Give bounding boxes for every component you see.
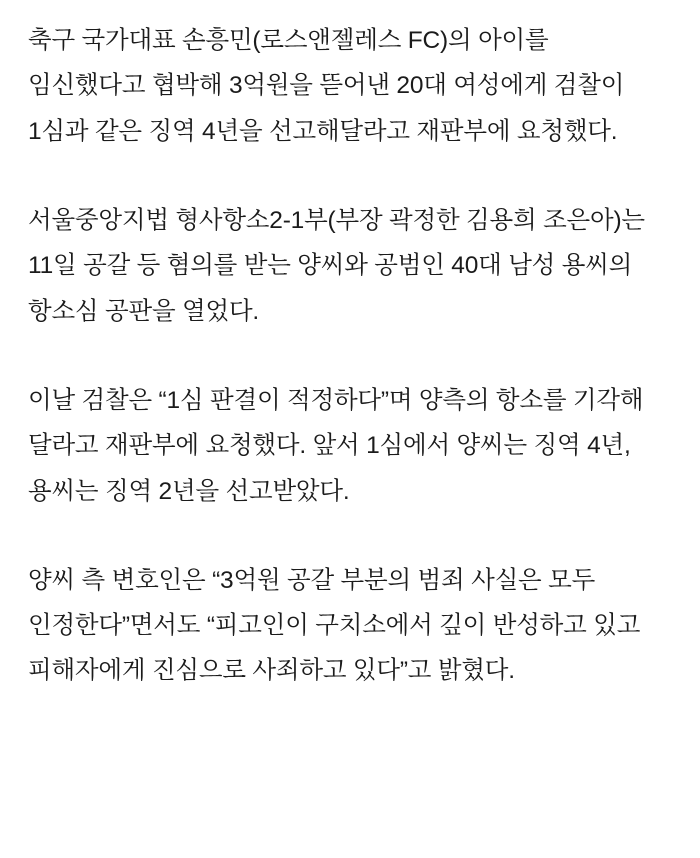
article-paragraph: 양씨 측 변호인은 “3억원 공갈 부분의 범죄 사실은 모두 인정한다”면서도 “피고인이 구치소에서 깊이 반성하고 있고 피해자에게 진심으로 사죄하고 있다”고 밝혔다. (28, 566, 641, 685)
article-paragraph: 축구 국가대표 손흥민(로스앤젤레스 FC)의 아이를 임신했다고 협박해 3억원을 뜯어낸 20대 여성에게 검찰이 1심과 같은 징역 4년을 선고해달라고 재판부에 요청했다. (28, 27, 625, 145)
article-paragraph: 이날 검찰은 “1심 판결이 적정하다”며 양측의 항소를 기각해 달라고 재판부에 요청했다. 앞서 1심에서 양씨는 징역 4년, 용씨는 징역 2년을 선고받았다. (28, 386, 644, 505)
article-paragraph: 서울중앙지법 형사항소2-1부(부장 곽정한 김용희 조은아)는 11일 공갈 등 혐의를 받는 양씨와 공범인 40대 남성 용씨의 항소심 공판을 열었다. (28, 206, 645, 325)
